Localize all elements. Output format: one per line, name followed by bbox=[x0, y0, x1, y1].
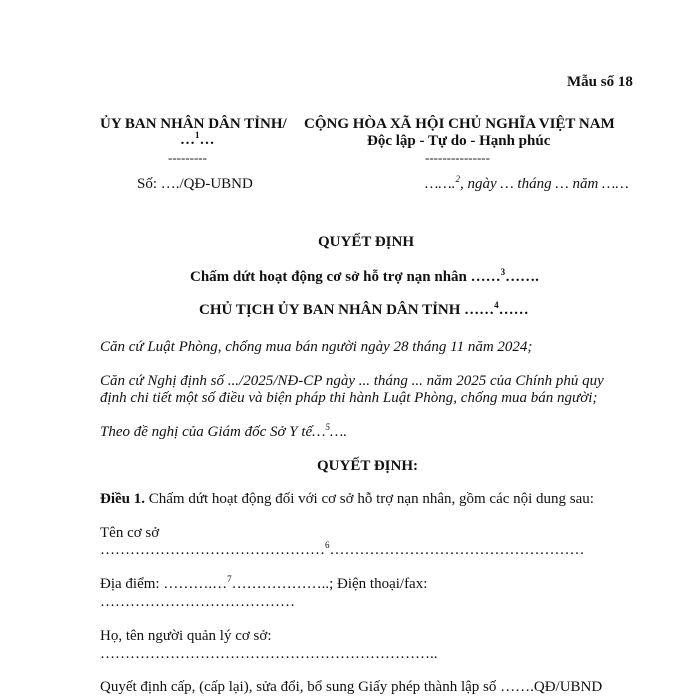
location-line: Địa điểm: ……….…$^7$………………..; Điện thoại/fax: bbox=[100, 574, 428, 592]
article-1: Điều 1. Chấm dứt hoạt động đối với cơ sở hỗ trợ nạn nhân, gồm các nội dung sau: bbox=[100, 491, 594, 507]
national-title: CỘNG HÒA XÃ HỘI CHỦ NGHĨA VIỆT NAM bbox=[304, 116, 615, 132]
left-divider: --------- bbox=[168, 150, 207, 165]
manager-label: Họ, tên người quản lý cơ sở: bbox=[100, 628, 272, 644]
issuing-official: CHỦ TỊCH ỦY BAN NHÂN DÂN TỈNH ……$^4$…… bbox=[199, 300, 529, 318]
license-line: Quyết định cấp, (cấp lại), sửa đổi, bổ sung Giấy phép thành lập số …….QĐ/UBND bbox=[100, 679, 603, 695]
document-number: Số: …./QĐ-UBND bbox=[137, 176, 253, 192]
document-title: QUYẾT ĐỊNH bbox=[318, 234, 414, 250]
proposal-line: Theo đề nghị của Giám đốc Sở Y tế…$^5$…. bbox=[100, 422, 348, 440]
decision-heading: QUYẾT ĐỊNH: bbox=[317, 458, 418, 474]
issuing-authority-placeholder: …$^1$… bbox=[180, 130, 215, 148]
form-number: Mẫu số 18 bbox=[567, 74, 633, 90]
legal-basis-decree-cont: định chi tiết một số điều và biện pháp thi hành Luật Phòng, chống mua bán người; bbox=[100, 390, 598, 406]
facility-name-label: Tên cơ sở bbox=[100, 525, 160, 541]
right-divider: --------------- bbox=[425, 150, 490, 165]
facility-name-blank: ………………………………………$^6$…………………………………………… bbox=[100, 540, 585, 558]
document-subtitle: Chấm dứt hoạt động cơ sở hỗ trợ nạn nhân ……$^3$……. bbox=[190, 267, 539, 285]
issuing-authority: ỦY BAN NHÂN DÂN TỈNH/ bbox=[100, 116, 287, 132]
national-motto: Độc lập - Tự do - Hạnh phúc bbox=[367, 133, 551, 149]
manager-blank: ………………………………………………………….. bbox=[100, 646, 438, 662]
date-line: …….$^2$, ngày … tháng … năm …… bbox=[425, 174, 629, 192]
location-blank: ………………………………… bbox=[100, 594, 295, 610]
legal-basis-law: Căn cứ Luật Phòng, chống mua bán người ngày 28 tháng 11 năm 2024; bbox=[100, 339, 533, 355]
legal-basis-decree: Căn cứ Nghị định số .../2025/NĐ-CP ngày ... tháng ... năm 2025 của Chính phủ quy bbox=[100, 373, 604, 389]
